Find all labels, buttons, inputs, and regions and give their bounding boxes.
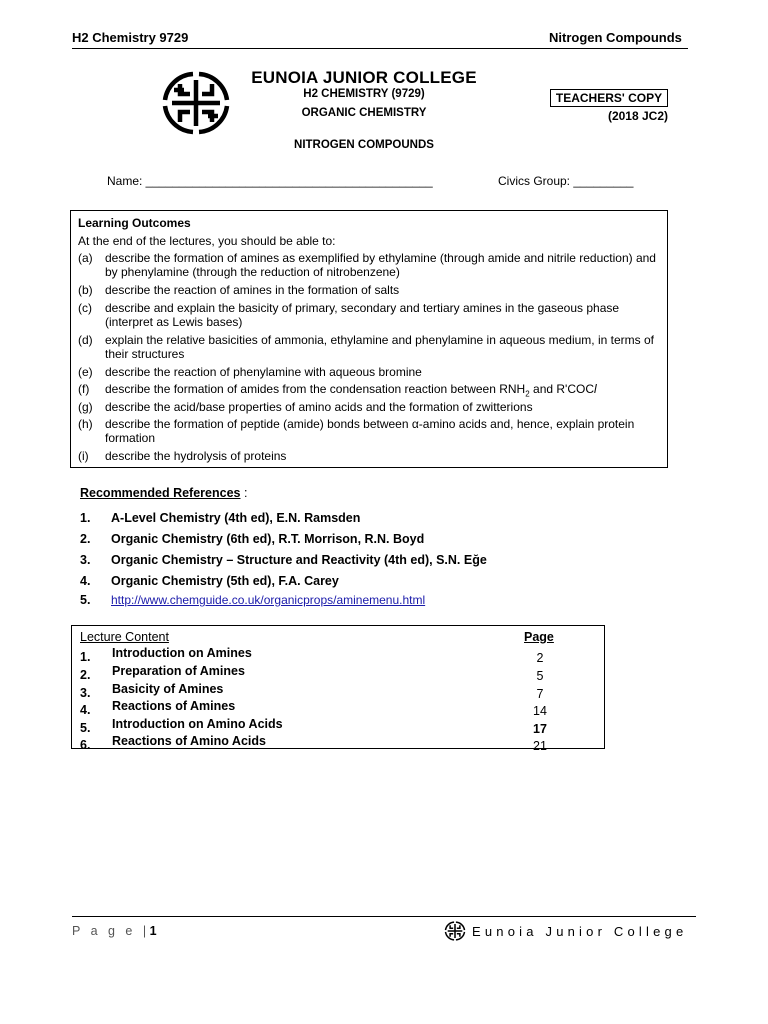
lecture-number: 1. [80, 650, 91, 664]
outcome-text: describe the acid/base properties of amino acids and the formation of zwitterions [105, 400, 533, 414]
learning-outcomes-intro: At the end of the lectures, you should be able to: [78, 234, 336, 248]
subject-title: H2 CHEMISTRY (9729) [303, 88, 425, 100]
reference-text: Organic Chemistry (5th ed), F.A. Carey [111, 574, 339, 588]
lecture-title: Introduction on Amines [112, 646, 252, 660]
learning-outcomes-title: Learning Outcomes [78, 216, 191, 230]
topic-title: ORGANIC CHEMISTRY [301, 107, 427, 119]
lecture-title: Reactions of Amino Acids [112, 734, 266, 748]
outcome-text: describe the reaction of phenylamine with aqueous bromine [105, 365, 422, 379]
outcome-text-part: and R'COC [529, 382, 594, 396]
college-title: EUNOIA JUNIOR COLLEGE [251, 68, 477, 87]
outcome-letter: (a) [78, 251, 93, 265]
outcome-text: describe the formation of peptide (amide) bonds between α-amino acids and, hence, explain protein formation [105, 417, 635, 445]
outcome-text: describe the reaction of amines in the formation of salts [105, 283, 400, 297]
subscript-2: 2 [525, 389, 530, 399]
civics-group-field: Civics Group: _________ [498, 174, 634, 188]
page-column-header: Page [524, 630, 554, 644]
lecture-title: Introduction on Amino Acids [112, 717, 283, 731]
lecture-number: 3. [80, 686, 91, 700]
name-field: Name: ___________________________________________ [107, 174, 433, 188]
lecture-content-title: Lecture Content [80, 630, 169, 644]
outcome-text: describe the formation of amines as exemplified by ethylamine (through amide and nitrile reduction) and by phenylamine (through the reduction of nitrobenzene) [105, 251, 656, 279]
outcome-letter: (f) [78, 382, 90, 396]
reference-number: 1. [80, 511, 91, 525]
outcome-text: describe and explain the basicity of primary, secondary and tertiary amines in the gaseous phase (interpret as Lewis bases) [105, 301, 620, 329]
outcome-letter: (i) [78, 449, 89, 463]
reference-number: 4. [80, 574, 91, 588]
outcome-text-part: describe the formation of amides from the condensation reaction between RNH [105, 382, 526, 396]
lecture-number: 6. [80, 738, 91, 752]
reference-number: 5. [80, 593, 91, 607]
lecture-number: 4. [80, 703, 91, 717]
reference-text: A-Level Chemistry (4th ed), E.N. Ramsden [111, 511, 361, 525]
footer-logo-icon [444, 920, 466, 942]
page-number: 1 [149, 924, 161, 938]
lecture-number: 2. [80, 668, 91, 682]
lecture-row [80, 699, 590, 718]
footer-divider [72, 916, 696, 917]
lecture-row [80, 646, 590, 665]
lecture-page: 7 [536, 687, 544, 701]
outcome-letter: (e) [78, 365, 93, 379]
lecture-page: 14 [533, 704, 547, 718]
lecture-number: 5. [80, 721, 91, 735]
lecture-title: Preparation of Amines [112, 664, 245, 678]
outcome-text: describe the hydrolysis of proteins [105, 449, 287, 463]
reference-text: Organic Chemistry (6th ed), R.T. Morrison, R.N. Boyd [111, 532, 425, 546]
outcome-letter: (c) [78, 301, 92, 315]
references-colon: : [244, 486, 248, 500]
lecture-title: Reactions of Amines [112, 699, 236, 713]
learning-outcomes-box [70, 210, 668, 468]
chapter-title: NITROGEN COMPOUNDS [294, 139, 434, 151]
reference-number: 2. [80, 532, 91, 546]
lecture-row [80, 664, 590, 683]
reference-text: Organic Chemistry – Structure and Reactivity (4th ed), S.N. Eğe [111, 553, 487, 567]
outcome-letter: (g) [78, 400, 93, 414]
outcome-letter: (d) [78, 333, 93, 347]
lecture-content-box [71, 625, 605, 753]
lecture-page: 2 [536, 651, 544, 665]
page-label: P a g e | [72, 924, 150, 938]
footer-college-name: Eunoia Junior College [472, 924, 688, 939]
lecture-page: 21 [533, 739, 547, 753]
teachers-copy-badge: TEACHERS' COPY [550, 89, 668, 107]
lecture-row [80, 734, 590, 753]
header-left: H2 Chemistry 9729 [72, 30, 189, 45]
lecture-page: 17 [533, 722, 547, 736]
outcome-text: explain the relative basicities of ammonia, ethylamine and phenylamine in aqueous medium, in terms of their structures [105, 333, 654, 361]
header-divider [72, 48, 688, 49]
lecture-page: 5 [536, 669, 544, 683]
reference-number: 3. [80, 553, 91, 567]
lecture-title: Basicity of Amines [112, 682, 224, 696]
footer-page-label [72, 924, 160, 938]
year-label: (2018 JC2) [607, 109, 668, 123]
outcome-letter: (b) [78, 283, 93, 297]
outcome-letter: (h) [78, 417, 93, 431]
outcome-text [105, 382, 661, 401]
reference-link[interactable]: http://www.chemguide.co.uk/organicprops/aminemenu.html [111, 593, 426, 607]
header-right: Nitrogen Compounds [549, 30, 682, 45]
outcome-text-italic-l: l [594, 382, 597, 396]
references-title: Recommended References [80, 486, 241, 500]
